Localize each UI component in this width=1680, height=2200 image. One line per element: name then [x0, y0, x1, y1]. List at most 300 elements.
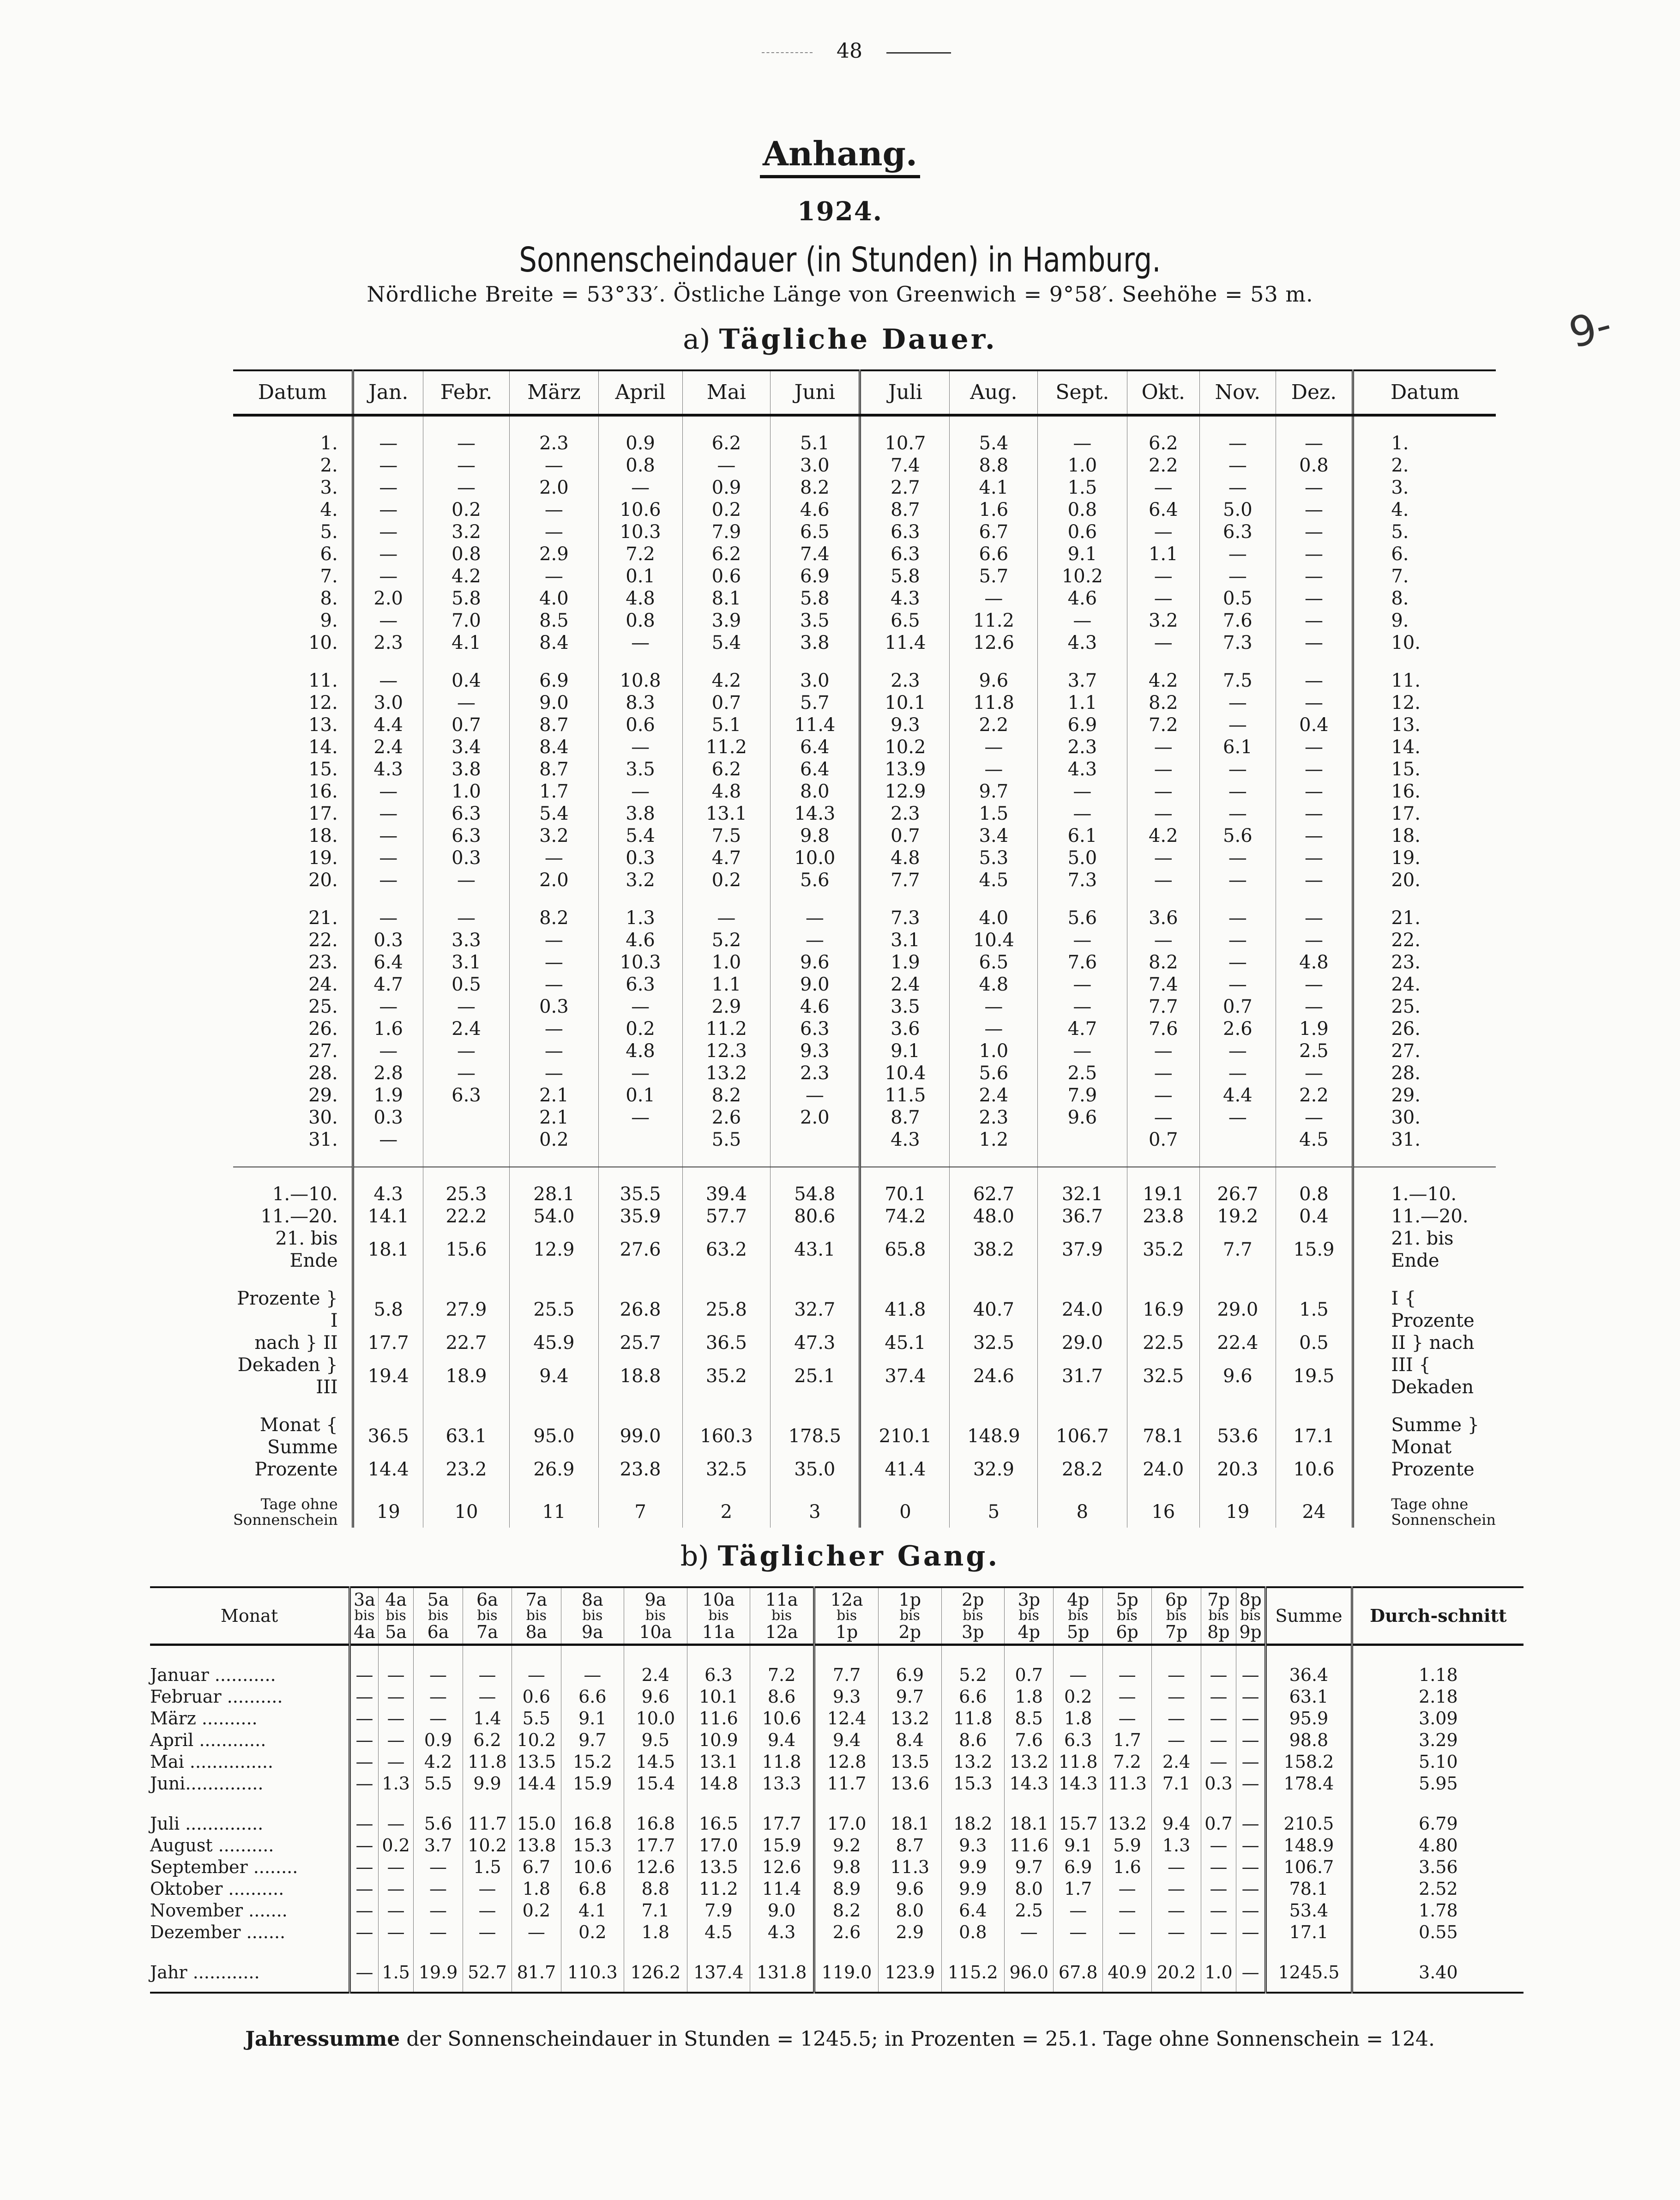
- spacer-cell: [879, 1795, 942, 1813]
- spacer-cell: [1200, 891, 1276, 907]
- value-cell: 6.8: [561, 1878, 624, 1900]
- value-cell: 0.7: [860, 825, 950, 847]
- value-cell: —: [1127, 1062, 1200, 1084]
- value-cell: —: [1152, 1900, 1201, 1922]
- value-cell: 13.8: [512, 1835, 561, 1856]
- value-cell: 29.0: [1038, 1332, 1127, 1354]
- decade-percent-row: [233, 1332, 1496, 1354]
- value-cell: 7.0: [423, 610, 509, 632]
- value-cell: —: [1200, 758, 1276, 780]
- hour-header: [1054, 1587, 1102, 1645]
- value-cell: 7.2: [750, 1664, 814, 1686]
- value-cell: —: [423, 869, 509, 891]
- hour-header: [1005, 1587, 1054, 1645]
- value-cell: —: [1152, 1878, 1201, 1900]
- hour-header-part: bis: [708, 1608, 729, 1624]
- value-cell: —: [378, 1664, 413, 1686]
- value-cell: 3.8: [771, 632, 860, 654]
- day-label-right: 6.: [1353, 543, 1496, 565]
- spacer-cell: [598, 891, 682, 907]
- spacer-cell: [353, 891, 423, 907]
- hour-header: [350, 1587, 379, 1645]
- value-cell: 3.3: [423, 929, 509, 951]
- value-cell: [598, 1129, 682, 1151]
- value-cell: —: [350, 1878, 379, 1900]
- value-cell: 4.8: [1276, 951, 1353, 973]
- value-cell: 7: [598, 1496, 682, 1528]
- spacer-cell: [750, 1983, 814, 1993]
- value-cell: 17.7: [624, 1835, 687, 1856]
- value-cell: 19.5: [1276, 1354, 1353, 1398]
- value-cell: —: [1200, 1062, 1276, 1084]
- month-header: April: [598, 370, 682, 415]
- value-cell: 10.6: [598, 499, 682, 521]
- value-cell: 8.7: [510, 758, 598, 780]
- spacer-cell: [1353, 1481, 1496, 1496]
- value-cell: 35.5: [598, 1183, 682, 1205]
- value-cell: —: [353, 825, 423, 847]
- value-cell: 6.3: [423, 1084, 509, 1106]
- value-cell: 13.6: [879, 1773, 942, 1795]
- value-cell: 81.7: [512, 1962, 561, 1983]
- value-cell: 9.6: [1038, 1106, 1127, 1129]
- value-cell: 9.1: [1038, 543, 1127, 565]
- value-cell: 20.3: [1200, 1458, 1276, 1481]
- hour-header-part: bis: [477, 1608, 498, 1624]
- spacer-cell: [1005, 1645, 1054, 1665]
- value-cell: 12.3: [682, 1040, 771, 1062]
- day-row: [233, 736, 1496, 758]
- sum-header: Summe: [1266, 1587, 1352, 1645]
- month-label: Juni..............: [150, 1773, 264, 1794]
- spacer-cell: [950, 891, 1038, 907]
- spacer-cell: [1005, 1795, 1054, 1813]
- value-cell: 6.5: [860, 610, 950, 632]
- hour-header-part: 3a: [354, 1590, 375, 1610]
- value-cell: —: [1152, 1708, 1201, 1729]
- spacer-cell: [879, 1943, 942, 1962]
- spacer-cell: [561, 1943, 624, 1962]
- page-number: 48: [822, 39, 877, 63]
- value-cell: 38.2: [950, 1227, 1038, 1272]
- value-cell: 10.3: [598, 521, 682, 543]
- value-cell: 11: [510, 1496, 598, 1528]
- spacer-cell: [598, 1272, 682, 1287]
- value-cell: —: [598, 477, 682, 499]
- value-cell: 19: [353, 1496, 423, 1528]
- spacer-cell: [561, 1645, 624, 1665]
- value-cell: 3.6: [860, 1018, 950, 1040]
- day-label: 6.: [320, 544, 338, 565]
- value-cell: 6.2: [1127, 432, 1200, 454]
- value-cell: —: [353, 499, 423, 521]
- value-cell: 2.4: [950, 1084, 1038, 1106]
- value-cell: —: [510, 521, 598, 543]
- value-cell: 19.9: [414, 1962, 463, 1983]
- spacer-cell: [624, 1645, 687, 1665]
- day-row: [233, 1040, 1496, 1062]
- value-cell: 19.1: [1127, 1183, 1200, 1205]
- value-cell: 9.7: [561, 1729, 624, 1751]
- value-cell: 5.2: [682, 929, 771, 951]
- value-cell: 0.8: [1038, 499, 1127, 521]
- value-cell: —: [1276, 692, 1353, 714]
- value-cell: —: [414, 1664, 463, 1686]
- value-cell: 2.2: [1127, 454, 1200, 477]
- value-cell: —: [423, 907, 509, 929]
- value-cell: 9.6: [1200, 1354, 1276, 1398]
- value-cell: 99.0: [598, 1414, 682, 1458]
- value-cell: —: [1038, 929, 1127, 951]
- value-cell: 3.7: [414, 1835, 463, 1856]
- spacer-cell: [150, 1983, 350, 1993]
- day-row: [233, 610, 1496, 632]
- value-cell: 4.8: [598, 1040, 682, 1062]
- spacer-cell: [879, 1645, 942, 1665]
- value-cell: 63.2: [682, 1227, 771, 1272]
- value-cell: 22.5: [1127, 1332, 1200, 1354]
- value-cell: 5.6: [1038, 907, 1127, 929]
- day-row: [233, 432, 1496, 454]
- value-cell: 5.8: [423, 587, 509, 610]
- spacer-cell: [1038, 1151, 1127, 1167]
- day-label: 21.: [308, 907, 338, 929]
- month-row: [150, 1751, 1523, 1773]
- day-label: 18.: [308, 825, 338, 846]
- spacer-cell: [1127, 891, 1200, 907]
- value-cell: 9.9: [941, 1878, 1005, 1900]
- value-cell: 1.6: [950, 499, 1038, 521]
- value-cell: —: [1201, 1922, 1236, 1943]
- hour-header-part: bis: [645, 1608, 666, 1624]
- day-row: [233, 670, 1496, 692]
- value-cell: 15.3: [561, 1835, 624, 1856]
- value-cell: —: [423, 996, 509, 1018]
- value-cell: 3.2: [423, 521, 509, 543]
- value-cell: 3.4: [950, 825, 1038, 847]
- day-label-right: 30.: [1353, 1106, 1496, 1129]
- decade-percent-row: [233, 1287, 1496, 1332]
- spacer-cell: [598, 1398, 682, 1414]
- hour-header-part: bis: [899, 1608, 920, 1624]
- value-cell: 7.7: [1127, 996, 1200, 1018]
- value-cell: 12.9: [860, 780, 950, 803]
- value-cell: —: [1152, 1729, 1201, 1751]
- spacer-cell: [1266, 1943, 1352, 1962]
- hour-header-part: 7p: [1165, 1622, 1188, 1642]
- value-cell: 6.5: [950, 951, 1038, 973]
- spacer-cell: [1038, 654, 1127, 670]
- value-cell: —: [353, 565, 423, 587]
- hour-header-part: 1p: [898, 1590, 921, 1610]
- spacer-cell: [353, 415, 423, 432]
- value-cell: 11.2: [682, 736, 771, 758]
- value-cell: 6.6: [950, 543, 1038, 565]
- value-cell: 6.7: [950, 521, 1038, 543]
- value-cell: 13.2: [941, 1751, 1005, 1773]
- value-cell: 0.5: [1200, 587, 1276, 610]
- spacer-row: [150, 1943, 1523, 1962]
- day-row: [233, 803, 1496, 825]
- value-cell: 7.5: [1200, 670, 1276, 692]
- value-cell: 4.3: [353, 758, 423, 780]
- value-cell: 20.2: [1152, 1962, 1201, 1983]
- value-cell: —: [1127, 477, 1200, 499]
- value-cell: 28.2: [1038, 1458, 1127, 1481]
- value-cell: 32.5: [950, 1332, 1038, 1354]
- value-cell: 9.3: [771, 1040, 860, 1062]
- value-cell: 7.6: [1127, 1018, 1200, 1040]
- spacer-cell: [1127, 654, 1200, 670]
- spacer-cell: [233, 1151, 353, 1167]
- month-header: Mai: [682, 370, 771, 415]
- value-cell: —: [771, 929, 860, 951]
- value-cell: 9.6: [624, 1686, 687, 1708]
- value-cell: 5: [950, 1496, 1038, 1528]
- value-cell: 15.2: [561, 1751, 624, 1773]
- value-cell: —: [1102, 1708, 1151, 1729]
- value-cell: 1.1: [1127, 543, 1200, 565]
- value-cell: —: [378, 1813, 413, 1835]
- value-cell: —: [1200, 847, 1276, 869]
- row-label-right: III { Dekaden: [1353, 1354, 1496, 1398]
- value-cell: 40.9: [1102, 1962, 1151, 1983]
- hour-header-part: 5a: [385, 1622, 407, 1642]
- value-cell: 47.3: [771, 1332, 860, 1354]
- value-cell: 41.4: [860, 1458, 950, 1481]
- value-cell: —: [512, 1664, 561, 1686]
- spacer-cell: [1038, 1167, 1127, 1183]
- hour-header-part: 4p: [1018, 1622, 1041, 1642]
- value-cell: —: [510, 973, 598, 996]
- hour-header: [624, 1587, 687, 1645]
- spacer-cell: [771, 891, 860, 907]
- value-cell: 13.1: [682, 803, 771, 825]
- day-label: 10.: [308, 632, 338, 653]
- value-cell: —: [1038, 803, 1127, 825]
- value-cell: 9.0: [771, 973, 860, 996]
- day-row: [233, 973, 1496, 996]
- spacer-row: [150, 1795, 1523, 1813]
- value-cell: 11.2: [687, 1878, 750, 1900]
- value-cell: —: [353, 477, 423, 499]
- value-cell: 3.5: [860, 996, 950, 1018]
- month-row: [150, 1686, 1523, 1708]
- value-cell: —: [1201, 1835, 1236, 1856]
- hour-header-part: 8p: [1207, 1622, 1230, 1642]
- value-cell: 10.6: [750, 1708, 814, 1729]
- spacer-row: [233, 891, 1496, 907]
- day-label: 31.: [308, 1129, 338, 1150]
- value-cell: 9.1: [1054, 1835, 1102, 1856]
- spacer-cell: [814, 1645, 879, 1665]
- value-cell: —: [1276, 565, 1353, 587]
- value-cell: 0.6: [512, 1686, 561, 1708]
- value-cell: —: [353, 1129, 423, 1151]
- value-cell: —: [598, 1106, 682, 1129]
- value-cell: —: [378, 1856, 413, 1878]
- value-cell: 1.8: [1005, 1686, 1054, 1708]
- spacer-cell: [353, 1151, 423, 1167]
- value-cell: 4.3: [860, 1129, 950, 1151]
- value-cell: 5.4: [950, 432, 1038, 454]
- value-cell: 32.7: [771, 1287, 860, 1332]
- row-label: Tage ohne Sonnenschein: [233, 1495, 338, 1529]
- value-cell: —: [1276, 610, 1353, 632]
- value-cell: 6.9: [1054, 1856, 1102, 1878]
- value-cell: 10: [423, 1496, 509, 1528]
- value-cell: 137.4: [687, 1962, 750, 1983]
- hour-header-part: 12a: [765, 1622, 798, 1642]
- spacer-cell: [1353, 891, 1496, 907]
- value-cell: 24: [1276, 1496, 1353, 1528]
- spacer-cell: [1038, 891, 1127, 907]
- value-cell: 3.2: [510, 825, 598, 847]
- value-cell: 0.4: [423, 670, 509, 692]
- spacer-cell: [1152, 1983, 1201, 1993]
- spacer-row: [233, 415, 1496, 432]
- month-header: Okt.: [1127, 370, 1200, 415]
- value-cell: —: [350, 1708, 379, 1729]
- value-cell: 2.3: [860, 803, 950, 825]
- value-cell: 22.7: [423, 1332, 509, 1354]
- value-cell: 9.2: [814, 1835, 879, 1856]
- value-cell: 4.0: [950, 907, 1038, 929]
- decade-sum-row: [233, 1205, 1496, 1227]
- month-header: Nov.: [1200, 370, 1276, 415]
- value-cell: 9.7: [1005, 1856, 1054, 1878]
- value-cell: 0.3: [598, 847, 682, 869]
- value-cell: —: [1127, 736, 1200, 758]
- value-cell: —: [771, 1084, 860, 1106]
- spacer-cell: [941, 1795, 1005, 1813]
- value-cell: 1.5: [463, 1856, 512, 1878]
- value-cell: 39.4: [682, 1183, 771, 1205]
- value-cell: —: [1276, 780, 1353, 803]
- spacer-cell: [598, 415, 682, 432]
- value-cell: 13.9: [860, 758, 950, 780]
- value-cell: —: [378, 1922, 413, 1943]
- value-cell: 1.8: [624, 1922, 687, 1943]
- value-cell: 8.6: [941, 1729, 1005, 1751]
- day-row: [233, 869, 1496, 891]
- value-cell: 10.2: [860, 736, 950, 758]
- spacer-cell: [423, 654, 509, 670]
- value-cell: 9.9: [463, 1773, 512, 1795]
- day-label-right: 9.: [1353, 610, 1496, 632]
- spacer-cell: [510, 415, 598, 432]
- value-cell: 8.0: [1005, 1878, 1054, 1900]
- day-label-right: 16.: [1353, 780, 1496, 803]
- value-cell: —: [510, 847, 598, 869]
- value-cell: 1.5: [1038, 477, 1127, 499]
- value-cell: 0.7: [682, 692, 771, 714]
- spacer-cell: [750, 1645, 814, 1665]
- spacer-cell: [1200, 654, 1276, 670]
- value-cell: 1.3: [1152, 1835, 1201, 1856]
- spacer-cell: [598, 1151, 682, 1167]
- value-cell: 10.4: [860, 1062, 950, 1084]
- value-cell: 8.4: [510, 736, 598, 758]
- row-label-right: 1.—10.: [1353, 1183, 1496, 1205]
- spacer-cell: [750, 1795, 814, 1813]
- value-cell: 1.9: [353, 1084, 423, 1106]
- spacer-cell: [353, 1167, 423, 1183]
- value-cell: 41.8: [860, 1287, 950, 1332]
- value-cell: —: [510, 454, 598, 477]
- value-cell: 18.1: [879, 1813, 942, 1835]
- value-cell: 6.2: [682, 432, 771, 454]
- spacer-cell: [1266, 1983, 1352, 1993]
- value-cell: 22.4: [1200, 1332, 1276, 1354]
- spacer-cell: [950, 1481, 1038, 1496]
- hour-header-part: bis: [428, 1608, 449, 1624]
- spacer-cell: [941, 1943, 1005, 1962]
- value-cell: —: [1201, 1751, 1236, 1773]
- day-row: [233, 951, 1496, 973]
- spacer-cell: [512, 1983, 561, 1993]
- value-cell: 14.3: [771, 803, 860, 825]
- value-cell: 4.1: [561, 1900, 624, 1922]
- value-cell: 9.9: [941, 1856, 1005, 1878]
- value-cell: 4.2: [423, 565, 509, 587]
- spacer-cell: [1200, 1481, 1276, 1496]
- value-cell: 2.5: [1005, 1900, 1054, 1922]
- sum-cell: 148.9: [1266, 1835, 1352, 1856]
- value-cell: 11.6: [1005, 1835, 1054, 1856]
- spacer-cell: [463, 1795, 512, 1813]
- value-cell: —: [1276, 670, 1353, 692]
- spacer-cell: [423, 415, 509, 432]
- value-cell: 6.9: [771, 565, 860, 587]
- value-cell: 6.6: [941, 1686, 1005, 1708]
- value-cell: 53.6: [1200, 1414, 1276, 1458]
- month-row: [150, 1856, 1523, 1878]
- value-cell: 36.5: [682, 1332, 771, 1354]
- month-header: Dez.: [1276, 370, 1353, 415]
- value-cell: —: [1127, 803, 1200, 825]
- average-cell: 2.18: [1352, 1686, 1523, 1708]
- day-label: 20.: [308, 870, 338, 891]
- value-cell: 9.6: [950, 670, 1038, 692]
- value-cell: 9.3: [860, 714, 950, 736]
- day-label: 2.: [320, 455, 338, 476]
- spacer-cell: [1127, 1481, 1200, 1496]
- value-cell: —: [1201, 1708, 1236, 1729]
- spacer-cell: [233, 415, 353, 432]
- value-cell: 8.7: [860, 499, 950, 521]
- value-cell: 2.6: [814, 1922, 879, 1943]
- value-cell: 13.1: [687, 1751, 750, 1773]
- value-cell: 8.6: [750, 1686, 814, 1708]
- value-cell: —: [1200, 780, 1276, 803]
- value-cell: —: [353, 803, 423, 825]
- hour-header-part: 5a: [427, 1590, 449, 1610]
- value-cell: —: [1276, 758, 1353, 780]
- year-heading: 1924.: [797, 196, 883, 227]
- value-cell: —: [510, 565, 598, 587]
- value-cell: 9.8: [771, 825, 860, 847]
- spacer-cell: [860, 415, 950, 432]
- value-cell: 6.5: [771, 521, 860, 543]
- value-cell: 35.9: [598, 1205, 682, 1227]
- value-cell: 1.2: [950, 1129, 1038, 1151]
- value-cell: 57.7: [682, 1205, 771, 1227]
- value-cell: 18.8: [598, 1354, 682, 1398]
- value-cell: 18.1: [1005, 1813, 1054, 1835]
- value-cell: 11.2: [950, 610, 1038, 632]
- value-cell: 1.3: [378, 1773, 413, 1795]
